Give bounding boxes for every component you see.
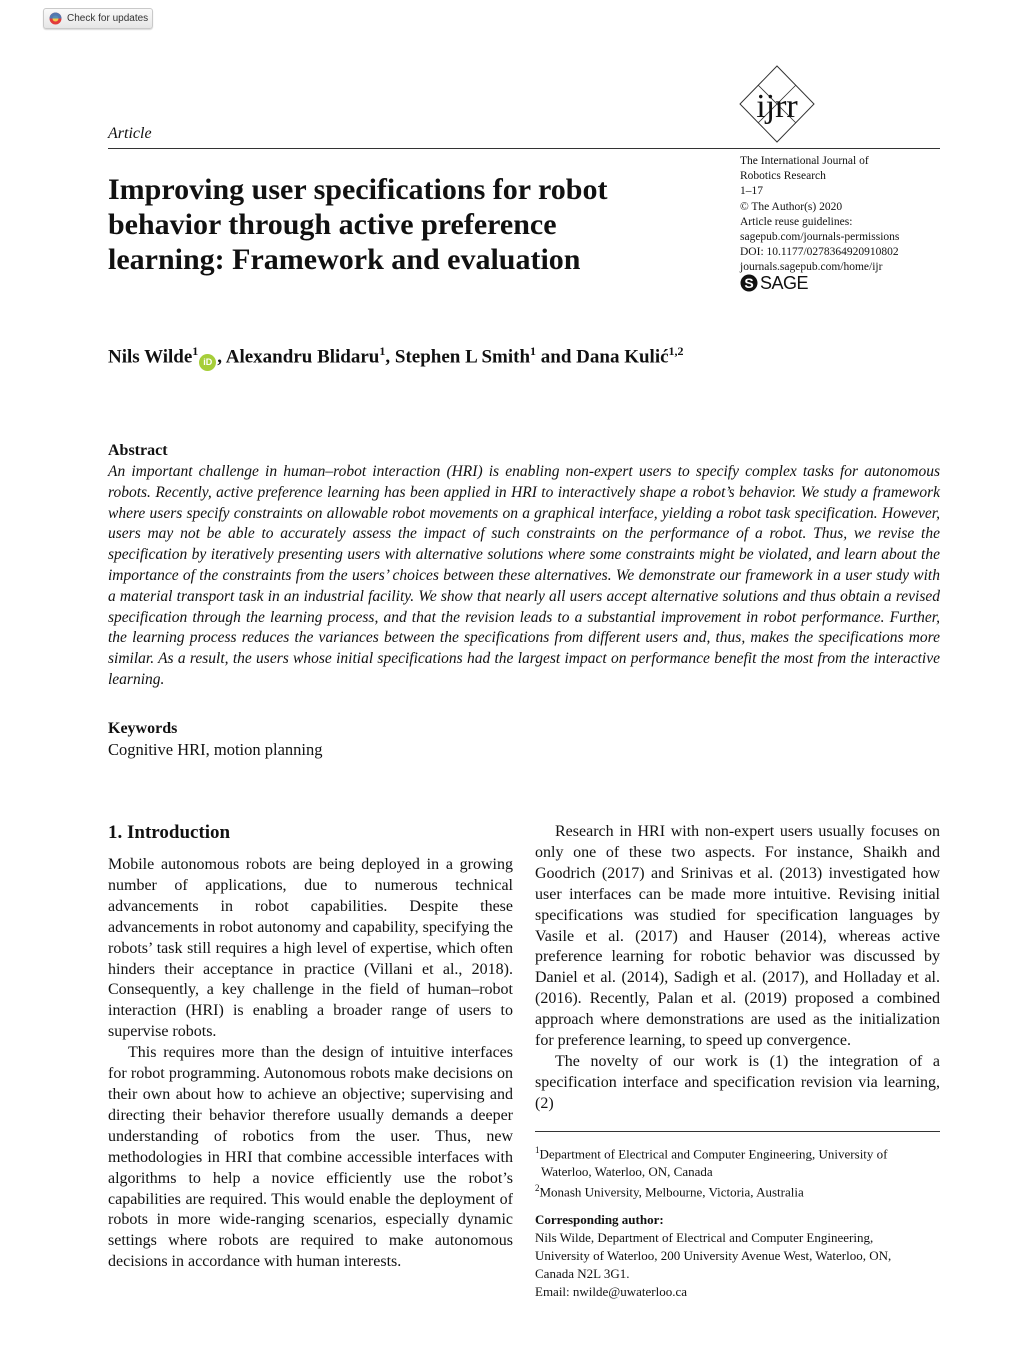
affiliation-mark: 1 xyxy=(530,344,537,358)
journal-name-line-2: Robotics Research xyxy=(740,170,826,183)
permissions-link[interactable]: sagepub.com/journals-permissions xyxy=(740,231,900,244)
ijrr-logo-text: ijrr xyxy=(756,88,798,125)
abstract-text: An important challenge in human–robot interaction (HRI) is enabling non-expert users to specify complex tasks for autonomous robots. Recently, active preference learning has been applied in HRI to interactively shape a robot’s behavior. We study a framework where users specify constraints on allowable robot movements on a graphical interface, yielding a robot task specification. However, users may not be able to accurately assess the impact of such constraints on the performance of a robot. Thus, we revise the specification by iteratively presenting users with alternative solutions where some constraints might be violated, and learn about the importance of the constraints from the users’ choices between these alternatives. We demonstrate our framework in a user study with a material transport task in an industrial facility. We show that nearly all users accept alternative solutions and thus obtain a revised specification through the learning process, and that the revision leads to a substantial improvement in robot performance. Further, the learning process reduces the variances between the specifications from different users and, thus, makes the specifications more similar. As a result, the users whose initial specifications had the largest impact on performance benefit the most from the interactive learning. xyxy=(108,463,940,688)
corresponding-email[interactable]: Email: nwilde@uwaterloo.ca xyxy=(535,1284,688,1299)
corresponding-line: University of Waterloo, 200 University Avenue West, Waterloo, ON, xyxy=(535,1248,892,1263)
affiliation-mark: 1 xyxy=(379,344,386,358)
keywords-text: Cognitive HRI, motion planning xyxy=(108,740,323,759)
paper-title: Improving user specifications for robot behavior through active preference learning: Framework and evaluation xyxy=(108,173,608,276)
footnote-mark: 2 xyxy=(535,1183,540,1194)
abstract-heading: Abstract xyxy=(108,442,168,459)
footnote-divider xyxy=(535,1131,940,1132)
author-name: and Dana Kulić xyxy=(536,346,669,368)
sage-s-icon xyxy=(740,274,758,292)
journal-name-line-1: The International Journal of xyxy=(740,155,869,167)
svg-text:S: S xyxy=(744,275,754,291)
sage-logo-text: SAGE xyxy=(760,273,809,293)
page-range: 1–17 xyxy=(740,185,763,198)
section-heading-introduction: 1. Introduction xyxy=(108,822,231,843)
corresponding-line: Canada N2L 3G1. xyxy=(535,1266,630,1281)
keywords-heading: Keywords xyxy=(108,720,178,737)
ijrr-journal-logo xyxy=(738,64,816,144)
author-name: Nils Wilde xyxy=(108,346,193,368)
article-type-label: Article xyxy=(108,125,152,142)
orcid-icon[interactable]: iD xyxy=(199,354,216,371)
paragraph: Research in HRI with non-expert users usually focuses on only one of these two aspects. For instance, Shaikh and Goodrich (2017) and Srinivas et al. (2013) investigated how user interfaces can be made more intuitive. Revising initial specifications was studied for specification languages by Vasile et al. (2017) and Hauser (2014), whereas active preference learning for robotic behavior was discussed by Daniel et al. (2014), Sadigh et al. (2017), and Holladay et al. (2016). Recently, Palan et al. (2019) proposed a combined approach where demonstrations are used as the initialization for preference learning, to speed up convergence. xyxy=(535,823,940,1050)
reuse-guidelines-label: Article reuse guidelines: xyxy=(740,215,853,228)
right-column xyxy=(535,822,940,1115)
corresponding-author xyxy=(535,1211,940,1301)
check-for-updates-label: Check for updates xyxy=(67,13,149,24)
author-name: , Stephen L Smith xyxy=(385,346,531,368)
journal-homepage-link[interactable]: journals.sagepub.com/home/ijr xyxy=(740,261,883,274)
left-column xyxy=(108,855,513,1273)
affiliation-2: $^2$Monash University, Melbourne, Victoria, Australia xyxy=(535,1183,804,1200)
corresponding-author-label: Corresponding author: xyxy=(535,1212,664,1227)
crossmark-icon xyxy=(49,12,62,25)
sage-logo xyxy=(740,273,808,293)
corresponding-line: Nils Wilde, Department of Electrical and Computer Engineering, xyxy=(535,1230,874,1245)
affiliation-1: $^1$Department of Electrical and Computer Engineering, University of xyxy=(535,1145,888,1162)
affiliation-mark: 1,2 xyxy=(668,344,684,358)
header-divider xyxy=(108,148,940,149)
doi[interactable]: DOI: 10.1177/0278364920910802 xyxy=(740,246,899,259)
affiliation-1-cont: Waterloo, Waterloo, ON, Canada xyxy=(541,1163,713,1179)
paragraph: This requires more than the design of intuitive interfaces for robot programming. Autonomous robots make decisions on their own about how to achieve an objective; supervising and directing their behavior therefore usually demands a deeper understanding of robotics from the user. Thus, new methodologies in HRI that combine accessible interfaces with algorithms to help a novice efficiently use the robot’s capabilities are required. This would enable the deployment of robots in more wide-ranging scenarios, especially dynamic settings where robots are required to make autonomous decisions in accordance with human interests. xyxy=(108,1044,513,1271)
author-name: , Alexandru Blidaru xyxy=(217,346,380,368)
affiliations xyxy=(535,1142,940,1201)
paragraph: The novelty of our work is (1) the integration of a specification interface and specification revision via learning, (2) xyxy=(535,1052,940,1112)
paragraph: Mobile autonomous robots are being deployed in a growing number of applications, due to numerous technical advancements in robot capabilities. Despite these advancements in robot autonomy and capability, specifying the robots’ task still requires a high level of expertise, which often hinders their acceptance in practice (Villani et al., 2018). Consequently, a key challenge in the field of human–robot interaction (HRI) is enabling a broader range of users to supervise robots. xyxy=(108,856,513,1041)
journal-info xyxy=(740,154,940,276)
affiliation-mark: 1 xyxy=(192,344,199,358)
check-for-updates-button[interactable] xyxy=(43,8,153,29)
author-list xyxy=(108,344,684,371)
copyright: © The Author(s) 2020 xyxy=(740,200,843,213)
footnote-mark: 1 xyxy=(535,1145,540,1155)
